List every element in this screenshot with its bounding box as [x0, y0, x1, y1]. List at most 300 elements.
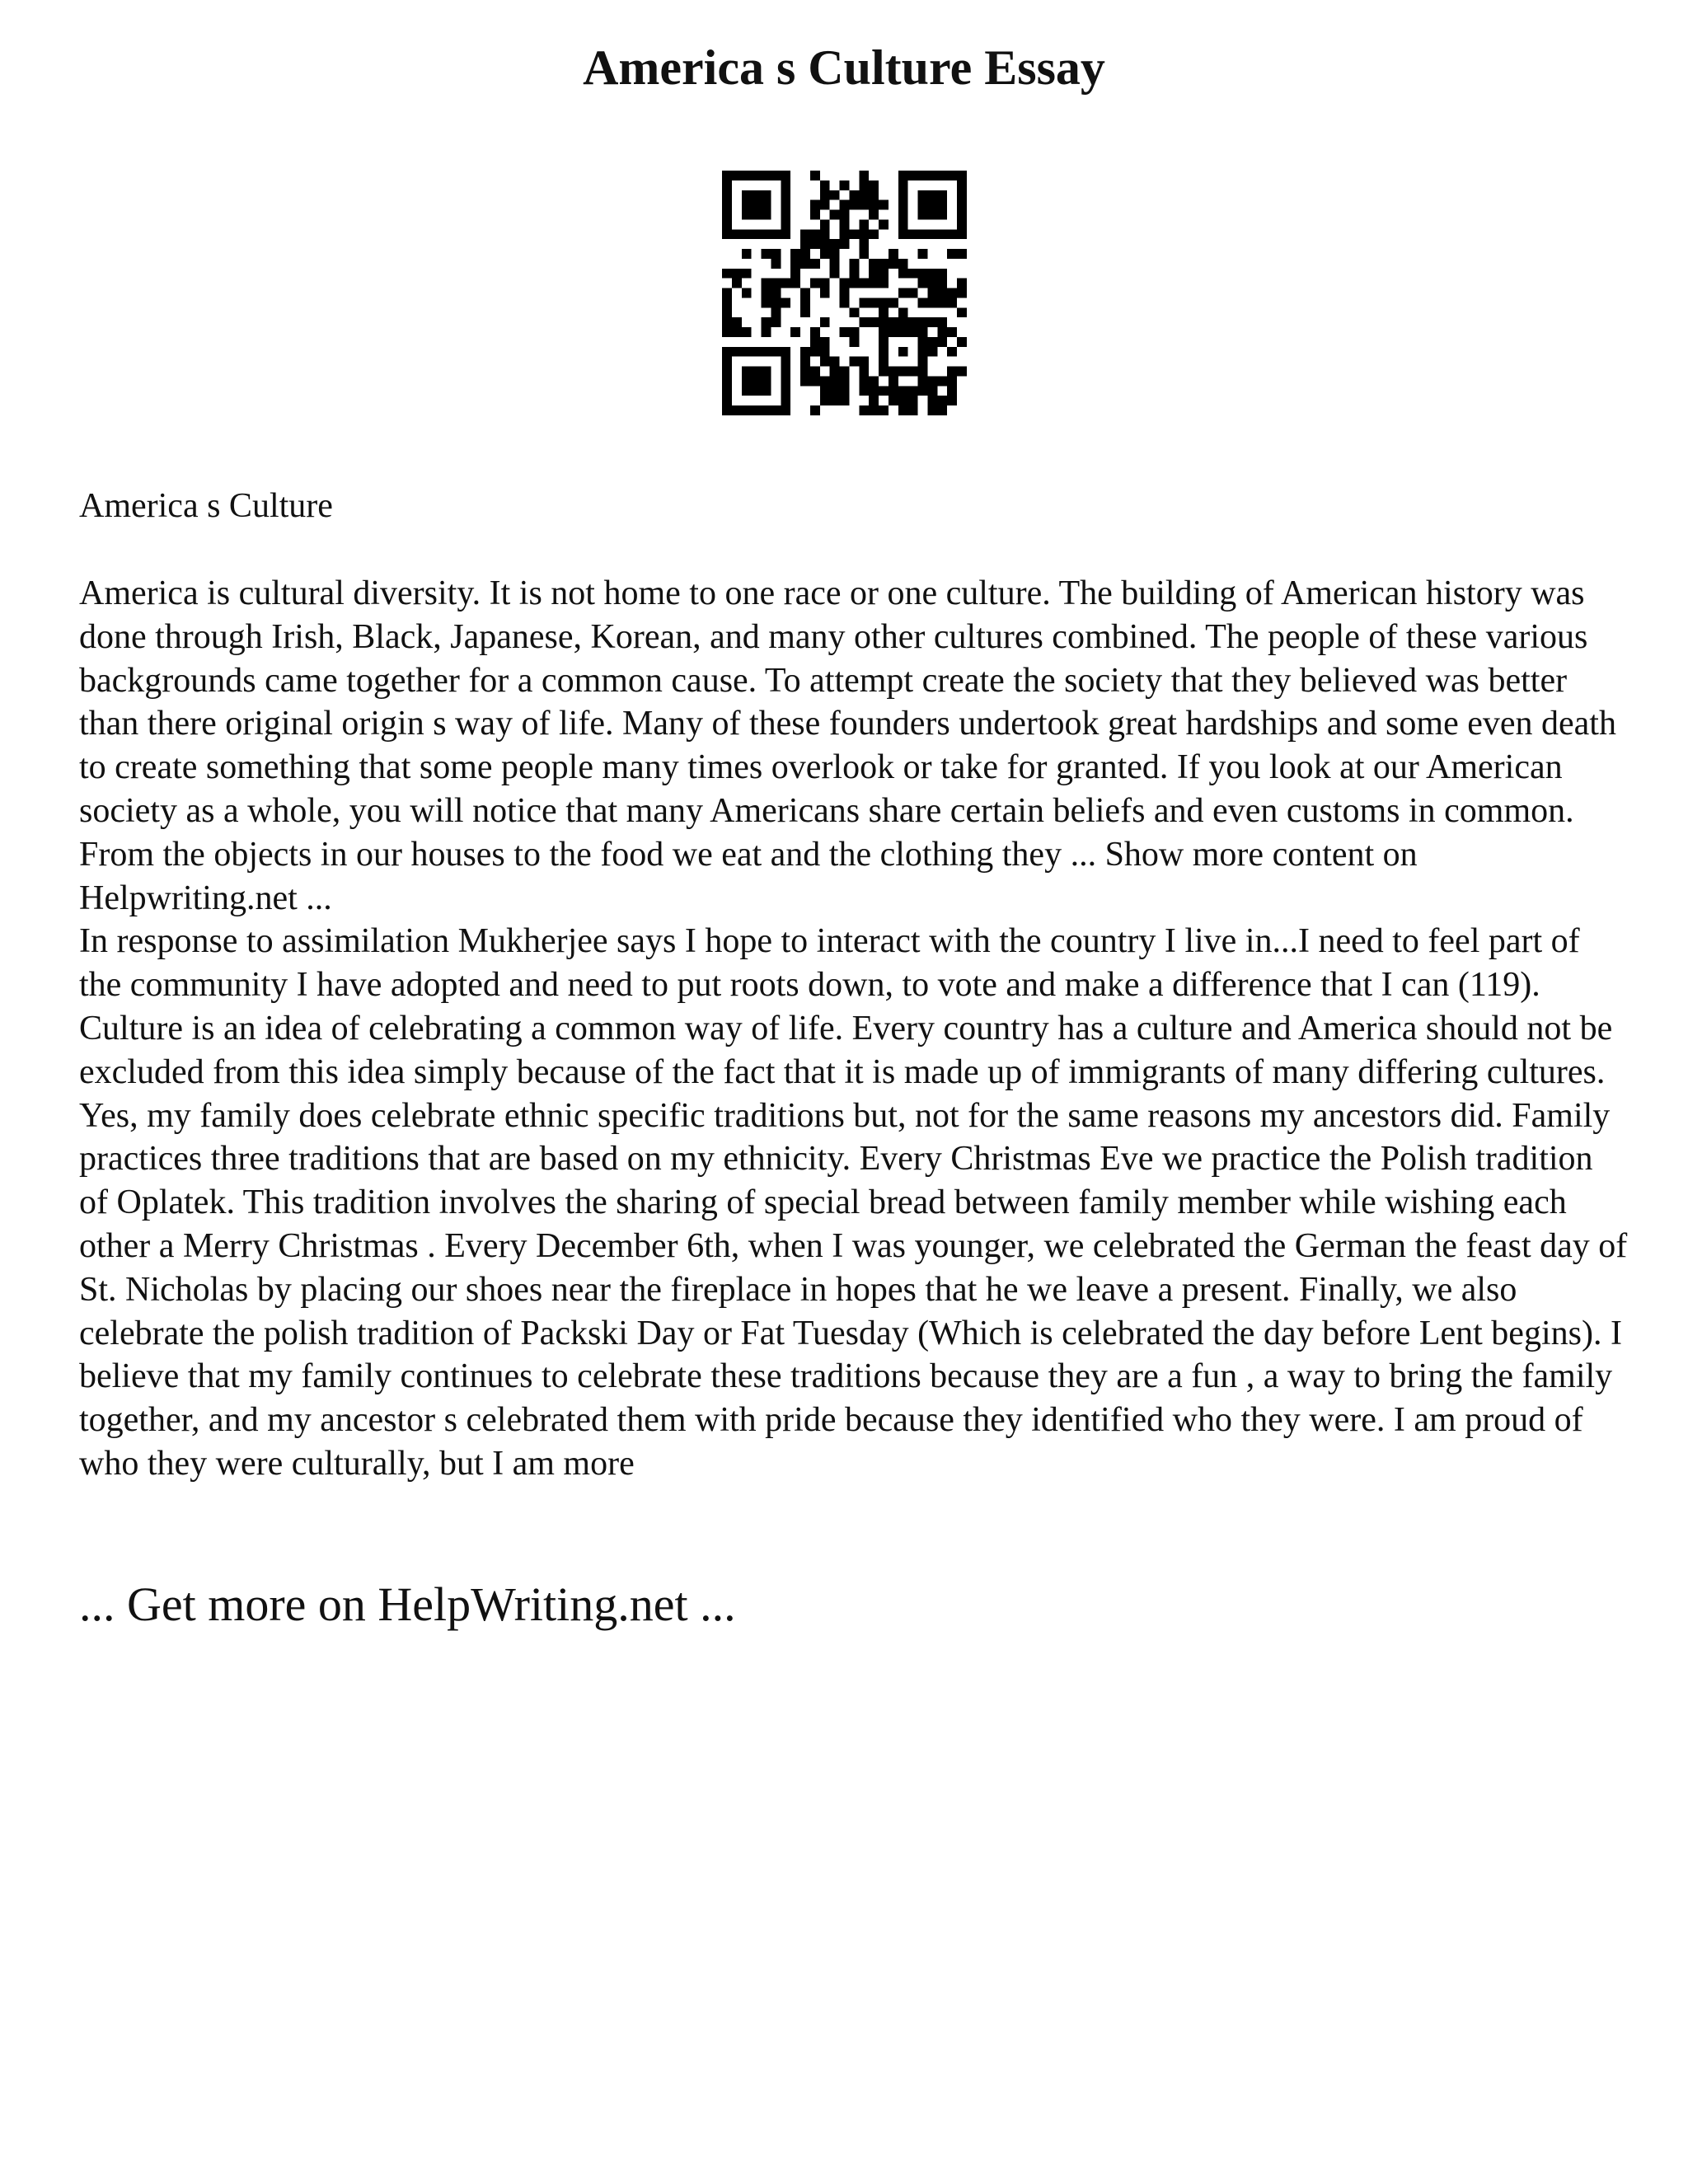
- qr-module: [937, 200, 947, 210]
- qr-module: [820, 386, 830, 396]
- qr-module: [800, 307, 810, 317]
- qr-module: [957, 200, 967, 210]
- qr-module: [879, 357, 889, 367]
- qr-module: [869, 180, 879, 190]
- qr-module: [918, 337, 928, 347]
- qr-module: [859, 357, 869, 367]
- qr-module: [732, 347, 742, 357]
- qr-module: [820, 337, 830, 347]
- qr-module: [898, 180, 908, 190]
- qr-module: [840, 229, 850, 239]
- qr-module: [830, 190, 840, 200]
- qr-module: [869, 279, 879, 288]
- qr-module: [771, 317, 781, 327]
- qr-module: [849, 279, 859, 288]
- qr-module: [781, 279, 790, 288]
- qr-module: [859, 171, 869, 180]
- qr-module: [781, 376, 790, 386]
- qr-module: [800, 239, 810, 249]
- qr-module: [918, 190, 928, 200]
- qr-module: [869, 298, 879, 307]
- qr-module: [879, 200, 889, 210]
- qr-module: [918, 347, 928, 357]
- qr-module: [898, 327, 908, 337]
- qr-module: [879, 269, 889, 279]
- qr-module: [781, 210, 790, 220]
- qr-module: [722, 347, 732, 357]
- qr-module: [898, 269, 908, 279]
- qr-module: [898, 396, 908, 405]
- qr-code-icon: [722, 171, 967, 415]
- qr-module: [840, 367, 850, 377]
- qr-module: [918, 210, 928, 220]
- qr-module: [898, 210, 908, 220]
- qr-module: [830, 396, 840, 405]
- qr-module: [859, 180, 869, 190]
- qr-module: [840, 200, 850, 210]
- qr-module: [742, 288, 752, 298]
- qr-module: [820, 288, 830, 298]
- qr-module: [898, 347, 908, 357]
- qr-module: [830, 386, 840, 396]
- qr-module: [947, 396, 957, 405]
- qr-module: [742, 210, 752, 220]
- qr-module: [762, 376, 771, 386]
- qr-module: [859, 249, 869, 259]
- qr-module: [927, 269, 937, 279]
- qr-module: [869, 405, 879, 415]
- qr-module: [820, 249, 830, 259]
- qr-module: [869, 376, 879, 386]
- qr-module: [918, 171, 928, 180]
- qr-module: [762, 317, 771, 327]
- qr-module: [781, 405, 790, 415]
- qr-module: [830, 239, 840, 249]
- qr-module: [849, 337, 859, 347]
- qr-module: [830, 249, 840, 259]
- qr-module: [800, 376, 810, 386]
- qr-module: [859, 219, 869, 229]
- qr-module: [908, 396, 918, 405]
- qr-module: [879, 347, 889, 357]
- qr-module: [752, 190, 762, 200]
- qr-module: [742, 367, 752, 377]
- qr-module: [752, 229, 762, 239]
- qr-module: [840, 288, 850, 298]
- qr-module: [869, 317, 879, 327]
- qr-module: [898, 219, 908, 229]
- qr-module: [889, 367, 898, 377]
- qr-module: [722, 171, 732, 180]
- qr-module: [889, 376, 898, 386]
- qr-module: [898, 200, 908, 210]
- qr-module: [879, 298, 889, 307]
- essay-paragraph: America is cultural diversity. It is not home to one race or one culture. The building of American history was done through Irish, Black, Japanese, Korean, and many other cultures combined. The people of these various backgrounds came together for a common cause. To attempt create the society that they believed was better than there original origin s way of life. Many of these founders undertook great hardships and some even death to create something that some people many times overlook or take for granted. If you look at our American society as a whole, you will notice that many Americans share certain beliefs and even customs in common. From the objects in our houses to the food we eat and the clothing they ... Show more content on Helpwriting.net ...: [79, 574, 1616, 917]
- qr-module: [927, 279, 937, 288]
- qr-module: [722, 180, 732, 190]
- qr-module: [781, 298, 790, 307]
- qr-module: [869, 210, 879, 220]
- qr-module: [722, 317, 732, 327]
- qr-module: [957, 180, 967, 190]
- qr-module: [790, 249, 800, 259]
- qr-module: [898, 259, 908, 269]
- qr-module: [908, 171, 918, 180]
- qr-module: [830, 357, 840, 367]
- qr-module: [918, 327, 928, 337]
- qr-module: [840, 386, 850, 396]
- qr-module: [937, 190, 947, 200]
- qr-module: [918, 317, 928, 327]
- qr-module: [869, 259, 879, 269]
- qr-module: [722, 298, 732, 307]
- qr-module: [918, 200, 928, 210]
- qr-module: [722, 269, 732, 279]
- qr-module: [752, 210, 762, 220]
- qr-module: [762, 405, 771, 415]
- qr-module: [722, 405, 732, 415]
- qr-module: [918, 367, 928, 377]
- qr-module: [898, 367, 908, 377]
- qr-module: [771, 288, 781, 298]
- qr-module: [771, 229, 781, 239]
- qr-module: [800, 357, 810, 367]
- qr-module: [898, 386, 908, 396]
- qr-module: [840, 298, 850, 307]
- qr-module: [927, 347, 937, 357]
- qr-module: [898, 288, 908, 298]
- qr-module: [879, 317, 889, 327]
- qr-module: [810, 405, 820, 415]
- qr-module: [732, 229, 742, 239]
- qr-module: [722, 219, 732, 229]
- qr-module: [898, 190, 908, 200]
- get-more-link[interactable]: ... Get more on HelpWriting.net ...: [79, 1577, 736, 1631]
- qr-module: [937, 376, 947, 386]
- qr-module: [937, 317, 947, 327]
- qr-module: [722, 190, 732, 200]
- qr-module: [810, 171, 820, 180]
- qr-module: [771, 259, 781, 269]
- qr-module: [752, 405, 762, 415]
- qr-module: [781, 219, 790, 229]
- qr-module: [781, 190, 790, 200]
- qr-module: [810, 337, 820, 347]
- qr-module: [722, 367, 732, 377]
- qr-module: [937, 171, 947, 180]
- qr-module: [840, 239, 850, 249]
- qr-module: [869, 200, 879, 210]
- qr-module: [889, 317, 898, 327]
- qr-module: [820, 229, 830, 239]
- qr-module: [927, 190, 937, 200]
- qr-module: [908, 386, 918, 396]
- qr-module: [879, 259, 889, 269]
- qr-module: [889, 386, 898, 396]
- qr-module: [898, 307, 908, 317]
- qr-module: [830, 210, 840, 220]
- qr-module: [849, 307, 859, 317]
- qr-module: [771, 405, 781, 415]
- qr-module: [957, 249, 967, 259]
- qr-module: [810, 200, 820, 210]
- qr-module: [810, 259, 820, 269]
- qr-module: [810, 347, 820, 357]
- qr-module: [752, 347, 762, 357]
- qr-module: [830, 269, 840, 279]
- qr-module: [840, 210, 850, 220]
- qr-module: [810, 367, 820, 377]
- qr-module: [771, 249, 781, 259]
- qr-module: [790, 279, 800, 288]
- qr-module: [762, 200, 771, 210]
- qr-module: [937, 298, 947, 307]
- qr-module: [879, 219, 889, 229]
- qr-module: [859, 298, 869, 307]
- qr-module: [820, 190, 830, 200]
- qr-module: [937, 210, 947, 220]
- qr-module: [947, 376, 957, 386]
- qr-module: [879, 386, 889, 396]
- qr-module: [849, 259, 859, 269]
- qr-module: [840, 279, 850, 288]
- qr-module: [908, 327, 918, 337]
- qr-module: [937, 396, 947, 405]
- qr-module: [752, 386, 762, 396]
- qr-module: [742, 347, 752, 357]
- qr-module: [879, 405, 889, 415]
- qr-module: [947, 298, 957, 307]
- qr-module: [722, 307, 732, 317]
- qr-module: [918, 229, 928, 239]
- qr-module: [742, 269, 752, 279]
- essay-subheading: America s Culture: [79, 487, 333, 525]
- qr-module: [869, 269, 879, 279]
- qr-module: [722, 200, 732, 210]
- qr-module: [820, 357, 830, 367]
- qr-module: [810, 229, 820, 239]
- qr-module: [781, 200, 790, 210]
- qr-module: [957, 288, 967, 298]
- qr-module: [752, 376, 762, 386]
- qr-module: [762, 210, 771, 220]
- qr-module: [937, 327, 947, 337]
- qr-module: [957, 190, 967, 200]
- qr-module: [859, 279, 869, 288]
- qr-module: [732, 327, 742, 337]
- qr-module: [927, 171, 937, 180]
- qr-module: [927, 405, 937, 415]
- qr-module: [927, 337, 937, 347]
- qr-module: [781, 229, 790, 239]
- qr-module: [722, 229, 732, 239]
- qr-module: [732, 317, 742, 327]
- qr-module: [849, 229, 859, 239]
- qr-module: [947, 327, 957, 337]
- qr-module: [742, 200, 752, 210]
- qr-module: [927, 229, 937, 239]
- qr-module: [947, 288, 957, 298]
- qr-module: [859, 376, 869, 386]
- qr-module: [898, 171, 908, 180]
- qr-module: [781, 347, 790, 357]
- qr-module: [790, 327, 800, 337]
- qr-module: [957, 279, 967, 288]
- qr-module: [927, 396, 937, 405]
- qr-module: [820, 347, 830, 357]
- qr-module: [937, 405, 947, 415]
- qr-module: [752, 171, 762, 180]
- qr-module: [742, 190, 752, 200]
- qr-module: [840, 396, 850, 405]
- qr-module: [859, 200, 869, 210]
- qr-module: [898, 317, 908, 327]
- qr-module: [742, 249, 752, 259]
- qr-module: [820, 239, 830, 249]
- qr-module: [937, 229, 947, 239]
- qr-module: [732, 171, 742, 180]
- qr-module: [742, 376, 752, 386]
- qr-module: [830, 376, 840, 386]
- qr-module: [830, 259, 840, 269]
- qr-module: [762, 347, 771, 357]
- qr-module: [937, 269, 947, 279]
- qr-module: [859, 229, 869, 239]
- qr-module: [927, 288, 937, 298]
- qr-module: [722, 386, 732, 396]
- qr-module: [762, 327, 771, 337]
- qr-module: [849, 269, 859, 279]
- qr-module: [957, 367, 967, 377]
- qr-module: [762, 288, 771, 298]
- qr-module: [722, 327, 732, 337]
- qr-module: [918, 298, 928, 307]
- qr-module: [869, 396, 879, 405]
- qr-module: [762, 367, 771, 377]
- qr-module: [908, 288, 918, 298]
- qr-module: [762, 298, 771, 307]
- qr-module: [918, 279, 928, 288]
- qr-module: [849, 357, 859, 367]
- essay-body: [79, 572, 1629, 1486]
- qr-module: [810, 327, 820, 337]
- qr-module: [840, 376, 850, 386]
- qr-module: [742, 405, 752, 415]
- qr-module: [771, 171, 781, 180]
- qr-module: [771, 298, 781, 307]
- qr-module: [762, 190, 771, 200]
- qr-module: [898, 229, 908, 239]
- qr-module: [742, 327, 752, 337]
- qr-module: [859, 405, 869, 415]
- qr-module: [957, 219, 967, 229]
- qr-module: [849, 200, 859, 210]
- qr-module: [947, 171, 957, 180]
- qr-module: [762, 249, 771, 259]
- qr-module: [762, 386, 771, 396]
- qr-module: [957, 307, 967, 317]
- qr-module: [918, 357, 928, 367]
- qr-module: [742, 171, 752, 180]
- qr-module: [810, 279, 820, 288]
- qr-module: [937, 337, 947, 347]
- qr-module: [937, 288, 947, 298]
- qr-module: [879, 279, 889, 288]
- qr-module: [947, 249, 957, 259]
- qr-module: [859, 239, 869, 249]
- qr-module: [810, 376, 820, 386]
- qr-module: [859, 317, 869, 327]
- qr-module: [908, 367, 918, 377]
- qr-module: [918, 269, 928, 279]
- qr-module: [800, 367, 810, 377]
- qr-module: [898, 405, 908, 415]
- qr-module: [820, 180, 830, 190]
- qr-module: [947, 229, 957, 239]
- qr-module: [918, 249, 928, 259]
- qr-module: [830, 367, 840, 377]
- qr-module: [781, 396, 790, 405]
- qr-module: [781, 386, 790, 396]
- qr-module: [869, 386, 879, 396]
- qr-module: [879, 367, 889, 377]
- qr-module: [840, 327, 850, 337]
- qr-module: [800, 229, 810, 239]
- qr-module: [820, 376, 830, 386]
- qr-module: [879, 307, 889, 317]
- qr-module: [800, 259, 810, 269]
- qr-module: [781, 357, 790, 367]
- qr-module: [859, 367, 869, 377]
- qr-module: [771, 279, 781, 288]
- qr-module: [908, 317, 918, 327]
- qr-module: [722, 288, 732, 298]
- qr-module: [820, 200, 830, 210]
- qr-module: [781, 171, 790, 180]
- qr-module: [879, 337, 889, 347]
- qr-module: [840, 180, 850, 190]
- qr-module: [957, 229, 967, 239]
- qr-module: [800, 288, 810, 298]
- qr-module: [722, 357, 732, 367]
- qr-module: [947, 367, 957, 377]
- qr-module: [908, 405, 918, 415]
- qr-module: [849, 190, 859, 200]
- qr-module: [947, 386, 957, 396]
- qr-module: [722, 376, 732, 386]
- qr-module: [859, 386, 869, 396]
- qr-module: [957, 171, 967, 180]
- qr-module: [927, 386, 937, 396]
- qr-module: [762, 229, 771, 239]
- qr-module: [800, 347, 810, 357]
- qr-module: [800, 298, 810, 307]
- qr-module: [742, 229, 752, 239]
- qr-module: [927, 298, 937, 307]
- qr-module: [889, 327, 898, 337]
- qr-module: [927, 200, 937, 210]
- qr-module: [947, 347, 957, 357]
- qr-module: [869, 190, 879, 200]
- qr-module: [859, 190, 869, 200]
- qr-module: [732, 279, 742, 288]
- qr-module: [790, 259, 800, 269]
- qr-module: [820, 219, 830, 229]
- qr-module: [752, 367, 762, 377]
- qr-module: [771, 307, 781, 317]
- qr-module: [762, 171, 771, 180]
- qr-module: [927, 317, 937, 327]
